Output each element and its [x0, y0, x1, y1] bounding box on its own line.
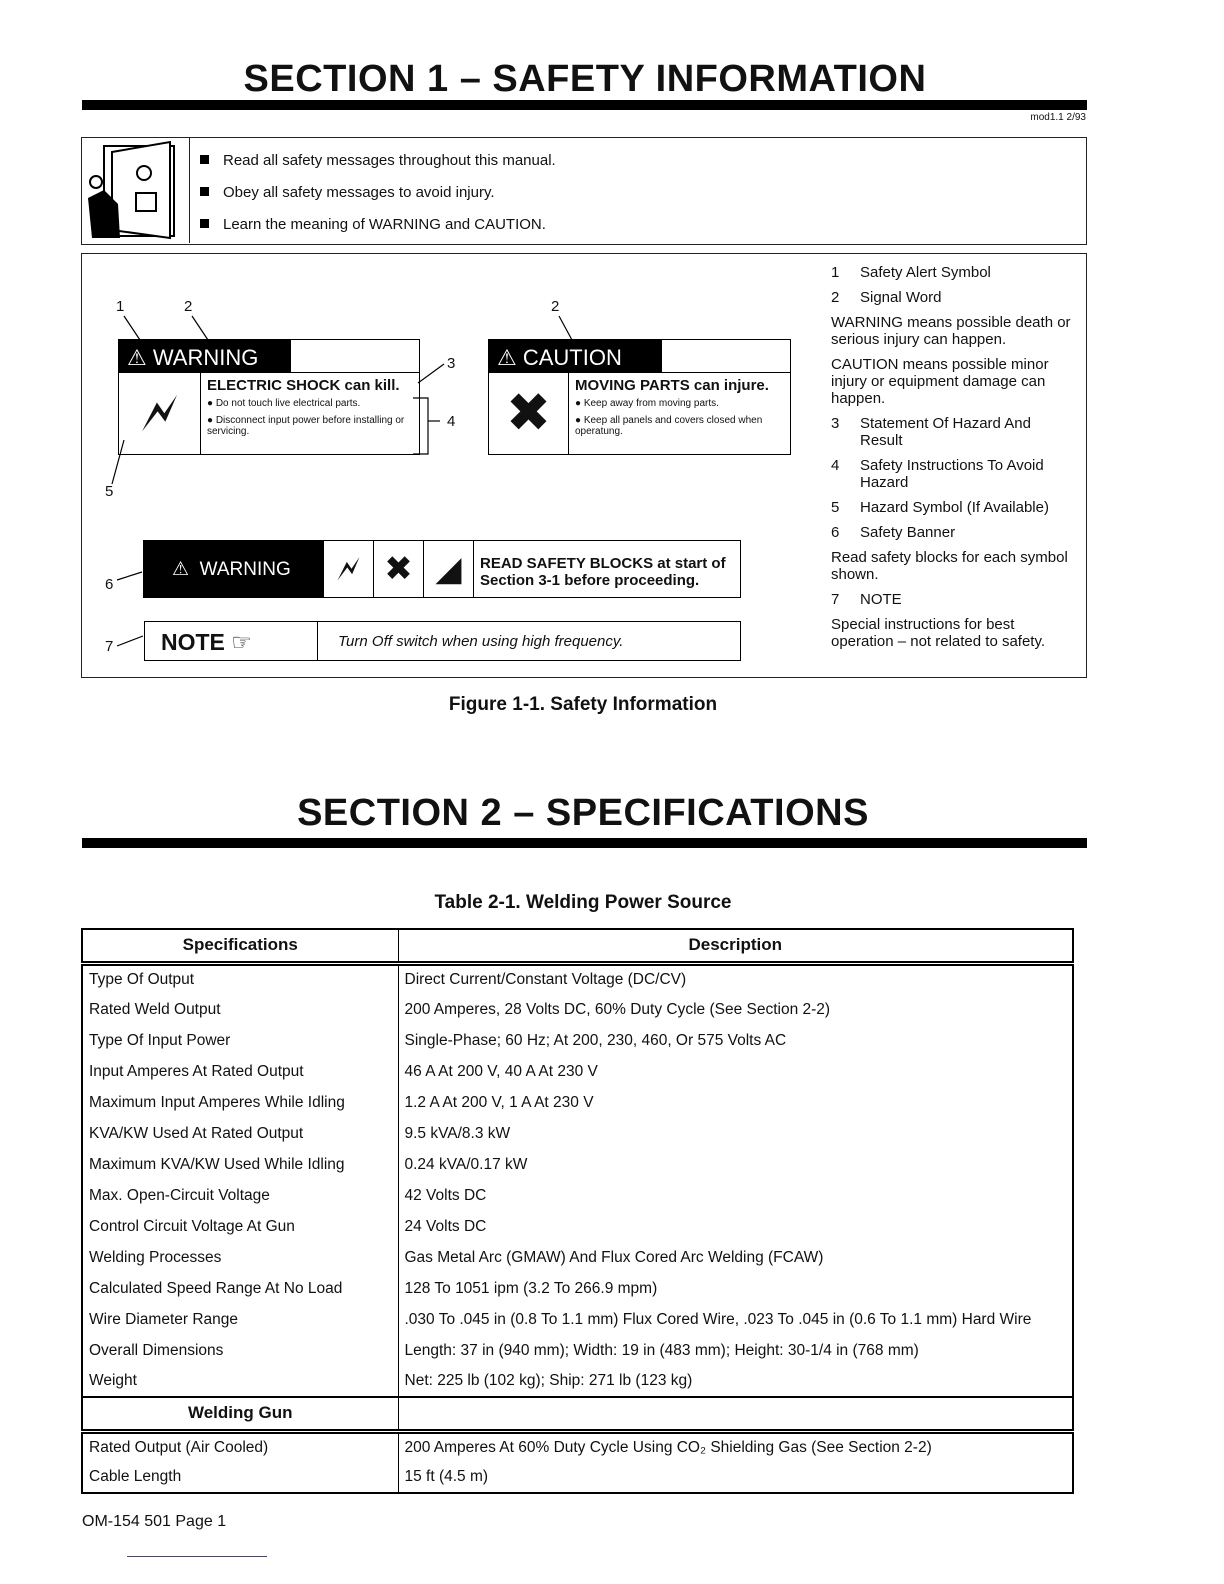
legend-item [831, 356, 1076, 407]
pointing-hand-icon: ☞ [231, 629, 252, 655]
description-cell: 128 To 1051 ipm (3.2 To 266.9 mpm) [404, 1279, 658, 1297]
safety-alert-icon: ⚠ [127, 345, 147, 370]
safety-alert-icon: ⚠ [172, 559, 190, 580]
callout-6: 6 [105, 576, 114, 593]
safety-instruction: ● Keep away from moving parts. [575, 398, 719, 409]
specification-cell: Input Amperes At Rated Output [82, 1056, 398, 1087]
banner-signal: ⚠ WARNING [144, 541, 324, 597]
table-row [82, 1431, 1073, 1462]
description-cell: 42 Volts DC [404, 1186, 487, 1204]
legend-text: Signal Word [860, 289, 942, 306]
specification-cell: Rated Output (Air Cooled) [82, 1431, 398, 1462]
specification-cell: Cable Length [82, 1462, 398, 1493]
legend-item [831, 415, 1076, 449]
table-row [82, 1149, 1073, 1180]
caution-signal-banner [489, 340, 662, 372]
description-cell: Net: 225 lb (102 kg); Ship: 271 lb (123 kg) [404, 1372, 693, 1389]
footer-rule [127, 1556, 267, 1557]
description-cell: 0.24 kVA/0.17 kW [404, 1155, 528, 1173]
specification-cell: Overall Dimensions [82, 1335, 398, 1366]
note-label: NOTE [161, 629, 225, 655]
description-cell: 15 ft (4.5 m) [404, 1468, 489, 1485]
warning-signal-word: WARNING [152, 345, 259, 370]
specification-cell: Max. Open-Circuit Voltage [82, 1180, 398, 1211]
legend-text: NOTE [860, 591, 902, 608]
legend-number: 4 [831, 457, 840, 474]
table-row [82, 1335, 1073, 1366]
callout-5: 5 [105, 483, 114, 500]
legend-text: Special instructions for best operation – not related to safety. [831, 616, 1046, 650]
note-block [144, 621, 741, 661]
legend-item [831, 314, 1076, 348]
revision-code: mod1.1 2/93 [1030, 112, 1086, 123]
specification-cell: Type Of Input Power [82, 1025, 398, 1056]
legend-number: 5 [831, 499, 840, 516]
legend-text: Safety Banner [860, 524, 956, 541]
legend-text: Safety Alert Symbol [860, 264, 991, 281]
description-cell: Gas Metal Arc (GMAW) And Flux Cored Arc Welding (FCAW) [404, 1248, 824, 1266]
legend-text: CAUTION means possible minor injury or equipment damage can happen. [831, 356, 1049, 407]
legend-item [831, 616, 1076, 650]
section2-title: SECTION 2 – SPECIFICATIONS [297, 792, 869, 834]
table-row [82, 1304, 1073, 1335]
callout-7: 7 [105, 638, 114, 655]
legend-text: Statement Of Hazard And Result [860, 415, 1031, 449]
electric-shock-icon: 🗲 [119, 372, 201, 454]
legend-item [831, 524, 1076, 541]
banner-text: READ SAFETY BLOCKS at start of Section 3-1 before proceeding. [480, 555, 726, 589]
intro-bullet: Learn the meaning of WARNING and CAUTION. [200, 216, 546, 233]
table-row [82, 1211, 1073, 1242]
moving-parts-icon: ✖ [374, 541, 424, 597]
legend-text: WARNING means possible death or serious injury can happen. [831, 314, 1071, 348]
description-cell: Single-Phase; 60 Hz; At 200, 230, 460, Or 575 Volts AC [404, 1031, 787, 1049]
legend-item [831, 549, 1076, 583]
caution-signal-word: CAUTION [522, 345, 622, 370]
legend-text: Hazard Symbol (If Available) [860, 499, 1049, 516]
warning-signal-banner [119, 340, 291, 372]
hazard-statement: ELECTRIC SHOCK can kill. [207, 377, 400, 394]
legend-text: Read safety blocks for each symbol shown. [831, 549, 1068, 583]
table-row [82, 1462, 1073, 1493]
intro-bullet: Obey all safety messages to avoid injury. [200, 184, 495, 201]
description-cell: 1.2 A At 200 V, 1 A At 230 V [404, 1093, 594, 1111]
intro-bullet: Read all safety messages throughout this manual. [200, 152, 556, 169]
description-cell [398, 1397, 1073, 1431]
caution-label [488, 339, 791, 455]
legend-item [831, 264, 1076, 281]
specification-cell: Weight [82, 1366, 398, 1397]
specification-cell: Type Of Output [82, 963, 398, 994]
legend-number: 7 [831, 591, 840, 608]
legend-number: 2 [831, 289, 840, 306]
legend-item [831, 591, 1076, 608]
callout-3: 3 [447, 355, 456, 372]
section1-title: SECTION 1 – SAFETY INFORMATION [243, 58, 927, 100]
description-cell: 46 A At 200 V, 40 A At 230 V [404, 1062, 598, 1080]
specification-cell: Control Circuit Voltage At Gun [82, 1211, 398, 1242]
description-cell: Description [688, 935, 783, 955]
moving-parts-icon: ✖ [489, 372, 569, 454]
specifications-table [81, 928, 1074, 1494]
safety-banner [143, 540, 741, 598]
note-text: Turn Off switch when using high frequency. [338, 633, 624, 650]
specification-cell: Calculated Speed Range At No Load [82, 1273, 398, 1304]
specification-cell: KVA/KW Used At Rated Output [82, 1118, 398, 1149]
specification-cell: Rated Weld Output [82, 994, 398, 1025]
table-row [82, 1366, 1073, 1397]
specification-cell: Welding Processes [82, 1242, 398, 1273]
specification-cell: Specifications [82, 929, 398, 963]
table-row [82, 1242, 1073, 1273]
legend-item [831, 499, 1076, 516]
table-row [82, 1025, 1073, 1056]
callout-2: 2 [184, 298, 193, 315]
table-row [82, 1087, 1073, 1118]
callout-2-caution: 2 [551, 298, 560, 315]
legend-number: 6 [831, 524, 840, 541]
description-cell: Length: 37 in (940 mm); Width: 19 in (483 mm); Height: 30-1/4 in (768 mm) [404, 1341, 919, 1359]
safety-instruction: ● Disconnect input power before installing or servicing. [207, 415, 405, 437]
specification-cell: Maximum KVA/KW Used While Idling [82, 1149, 398, 1180]
hazard-statement: MOVING PARTS can injure. [575, 377, 769, 394]
description-cell: 200 Amperes At 60% Duty Cycle Using CO₂ Shielding Gas (See Section 2-2) [404, 1438, 932, 1456]
legend-number: 1 [831, 264, 840, 281]
table-row [82, 1180, 1073, 1211]
specification-cell: Maximum Input Amperes While Idling [82, 1087, 398, 1118]
safety-instruction: ● Do not touch live electrical parts. [207, 398, 361, 409]
legend-item [831, 457, 1076, 491]
description-cell: Direct Current/Constant Voltage (DC/CV) [404, 970, 687, 988]
table-row [82, 1118, 1073, 1149]
table-row [82, 994, 1073, 1025]
legend-number: 3 [831, 415, 840, 432]
safety-instruction: ● Keep all panels and covers closed when operatung. [575, 415, 763, 437]
description-cell: .030 To .045 in (0.8 To 1.1 mm) Flux Cored Wire, .023 To .045 in (0.6 To 1.1 mm) Hard Wire [404, 1310, 1032, 1328]
electric-shock-icon: 🗲 [324, 541, 374, 597]
specification-cell: Wire Diameter Range [82, 1304, 398, 1335]
safety-alert-icon: ⚠ [497, 345, 517, 370]
figure-legend [831, 264, 1076, 658]
description-cell: 9.5 kVA/8.3 kW [404, 1124, 511, 1142]
table-row [82, 963, 1073, 994]
title-rule [82, 838, 1087, 848]
specification-cell: Welding Gun [82, 1397, 398, 1431]
table-row [82, 1056, 1073, 1087]
page-footer: OM-154 501 Page 1 [82, 1513, 227, 1530]
callout-1: 1 [116, 298, 125, 315]
callout-4: 4 [447, 413, 456, 430]
table-caption: Table 2-1. Welding Power Source [434, 892, 732, 913]
description-cell: 24 Volts DC [404, 1217, 487, 1235]
table-header-row [82, 929, 1073, 963]
legend-item [831, 289, 1076, 306]
figure-caption: Figure 1-1. Safety Information [448, 694, 718, 715]
welding-gun-header-row [82, 1397, 1073, 1431]
legend-text: Safety Instructions To Avoid Hazard [860, 457, 1044, 491]
description-cell: 200 Amperes, 28 Volts DC, 60% Duty Cycle (See Section 2-2) [404, 1000, 831, 1018]
table-row [82, 1273, 1073, 1304]
falling-equipment-icon: ◢ [424, 541, 474, 597]
warning-label [118, 339, 420, 455]
